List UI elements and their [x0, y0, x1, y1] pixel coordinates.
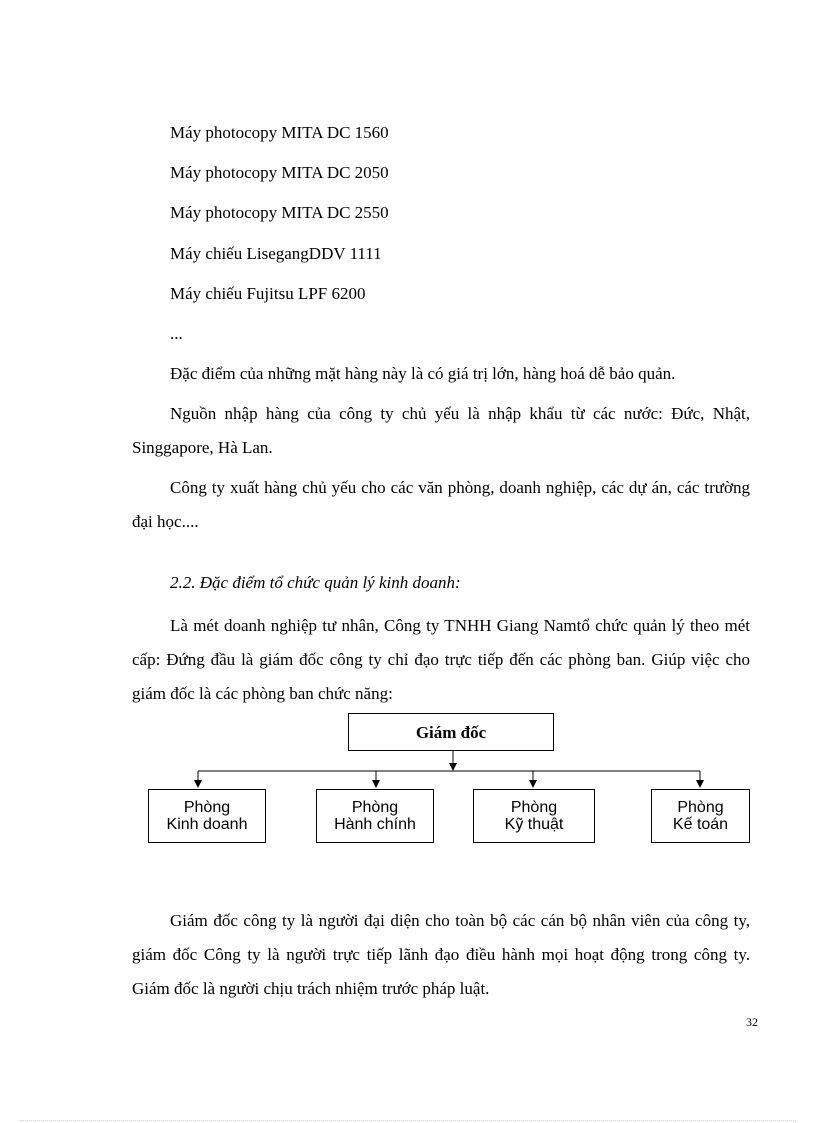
equipment-item: Máy chiếu Fujitsu LPF 6200 — [170, 284, 366, 303]
paragraph-import-sources: Nguồn nhập hàng của công ty chủ yếu là nhập khẩu từ các nước: Đức, Nhật, Singgapore, Hà Lan. — [132, 404, 750, 457]
paragraph-product-features: Đặc điểm của những mặt hàng này là có giá trị lớn, hàng hoá dễ bảo quản. — [170, 364, 676, 383]
equipment-ellipsis: ... — [170, 324, 183, 343]
org-box-admin — [316, 789, 434, 843]
dept-label-line1: Phòng — [351, 799, 399, 816]
org-box-sales — [148, 789, 266, 843]
dept-label-line2: Kế toán — [672, 816, 729, 833]
org-box-technical — [473, 789, 595, 843]
dept-label-line2: Kinh doanh — [166, 816, 248, 833]
dept-label-line2: Kỹ thuật — [504, 816, 564, 833]
paragraph-management-structure: Là mét doanh nghiệp tư nhân, Công ty TNHH Giang Namtổ chức quản lý theo mét cấp: Đứng đầu là giám đốc công ty chỉ đạo trực tiếp đến các phòng ban. Giúp việc cho giám đốc là các phòng ban chức năng: — [132, 616, 750, 703]
org-box-director — [348, 713, 554, 751]
dept-label-line1: Phòng — [183, 799, 231, 816]
org-box-accounting — [651, 789, 750, 843]
equipment-item: Máy chiếu LisegangDDV 1111 — [170, 244, 382, 263]
dept-label-line2: Hành chính — [334, 816, 416, 833]
paragraph-director-role: Giám đốc công ty là người đại diện cho toàn bộ các cán bộ nhân viên của công ty, giám đốc Công ty là người trực tiếp lãnh đạo điều hành mọi hoạt động trong công ty. Giám đốc là người chịu trách nhiệm trước pháp luật. — [132, 911, 750, 998]
footer-divider — [20, 1120, 796, 1121]
paragraph-customers: Công ty xuất hàng chủ yếu cho các văn phòng, doanh nghiệp, các dự án, các trường đại học.... — [132, 478, 750, 531]
section-heading: 2.2. Đặc điểm tổ chức quản lý kinh doanh: — [170, 573, 461, 592]
equipment-item: Máy photocopy MITA DC 2550 — [170, 203, 389, 222]
equipment-item: Máy photocopy MITA DC 1560 — [170, 123, 389, 142]
equipment-item: Máy photocopy MITA DC 2050 — [170, 163, 389, 182]
dept-label-line1: Phòng — [510, 799, 558, 816]
org-director-label: Giám đốc — [415, 722, 487, 742]
page-number: 32 — [746, 1015, 758, 1029]
dept-label-line1: Phòng — [677, 799, 724, 816]
